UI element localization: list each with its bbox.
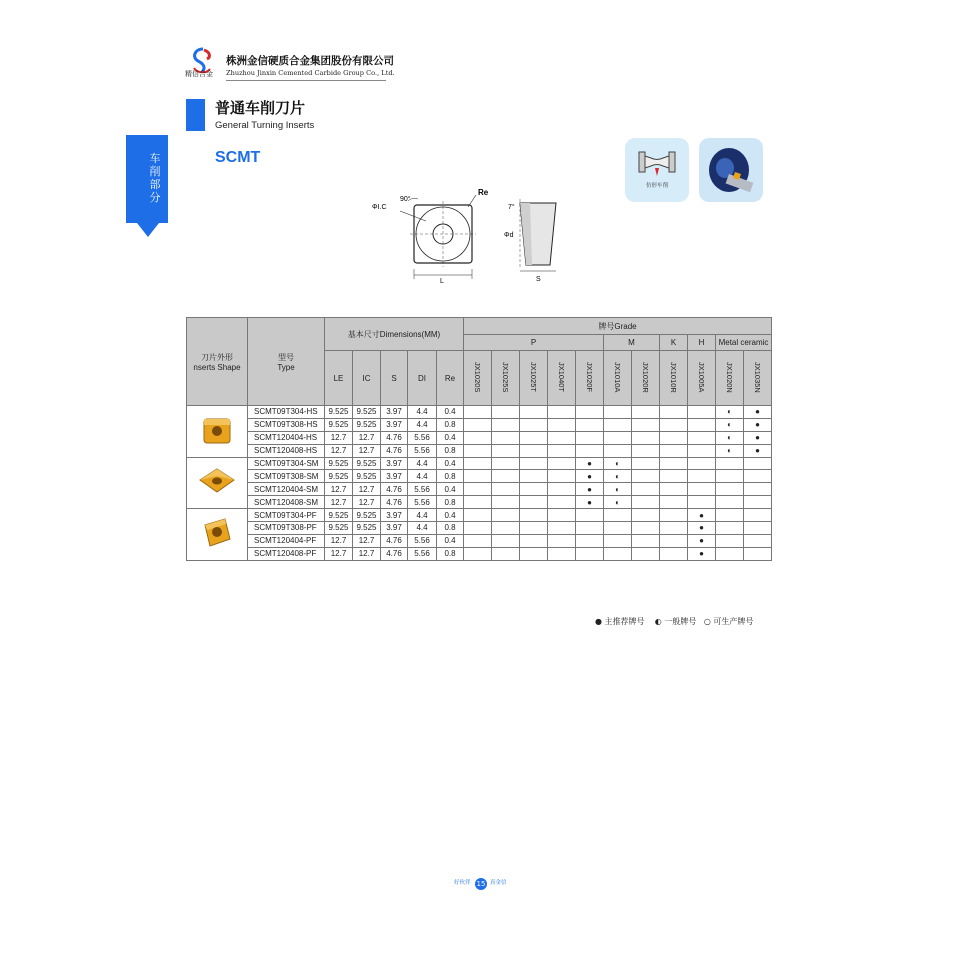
grade-mark-cell <box>632 534 660 547</box>
grade-mark-cell <box>660 509 688 522</box>
company-name-en: Zhuzhou Jinxin Cemented Carbide Group Co., Ltd. <box>226 69 395 77</box>
grade-mark-cell <box>716 509 744 522</box>
table-row <box>187 406 772 419</box>
dimension-cell: 4.4 <box>408 457 437 470</box>
grade-mark-cell <box>492 483 520 496</box>
dimension-cell: 12.7 <box>325 444 353 457</box>
footer-right: 真金信 <box>490 880 507 886</box>
grade-mark-cell <box>576 534 604 547</box>
grade-mark-cell <box>744 534 772 547</box>
grade-mark-cell: ● <box>744 444 772 457</box>
dimension-cell: 12.7 <box>353 483 381 496</box>
grade-mark-cell <box>520 470 548 483</box>
grade-mark-cell <box>464 444 492 457</box>
grade-mark-cell <box>688 496 716 509</box>
type-cell: SCMT120408-SM <box>248 496 325 509</box>
grade-mark-cell <box>548 470 576 483</box>
grade-mark-cell <box>576 418 604 431</box>
dimension-cell: 3.97 <box>381 522 408 535</box>
side-tab-label: 车削部分 <box>149 152 161 204</box>
dimension-cell: 12.7 <box>353 444 381 457</box>
dimension-cell: 4.76 <box>381 444 408 457</box>
grade-group-header: M <box>604 335 660 351</box>
model-title: SCMT <box>215 149 261 166</box>
dimension-cell: 5.56 <box>408 444 437 457</box>
grade-mark-cell <box>520 522 548 535</box>
grade-mark-cell <box>660 522 688 535</box>
dimension-cell: 4.4 <box>408 418 437 431</box>
section-title-cn: 普通车削刀片 <box>215 99 306 117</box>
dimension-cell: 12.7 <box>353 496 381 509</box>
grade-mark-cell: ● <box>744 406 772 419</box>
grade-mark-cell <box>520 483 548 496</box>
dimension-cell: 9.525 <box>325 522 353 535</box>
grade-mark-cell <box>688 457 716 470</box>
grade-mark-cell <box>464 470 492 483</box>
grade-mark-cell <box>744 483 772 496</box>
grade-mark-cell <box>464 522 492 535</box>
profile-turning-icon-box <box>625 138 689 202</box>
grade-mark-cell <box>716 547 744 560</box>
dimension-cell: 0.8 <box>437 444 464 457</box>
grade-mark-cell <box>632 431 660 444</box>
grade-mark-cell <box>464 483 492 496</box>
grade-mark-cell <box>604 418 632 431</box>
grade-mark-cell: ● <box>744 418 772 431</box>
dimension-column-header: LE <box>325 351 353 406</box>
re-label: Re <box>478 188 489 197</box>
dimension-column-header: DI <box>408 351 437 406</box>
grade-mark-cell <box>520 431 548 444</box>
l-label: L <box>440 278 444 285</box>
grade-mark-cell <box>632 522 660 535</box>
dimensions-header: 基本尺寸Dimensions(MM) <box>325 318 464 351</box>
dimension-cell: 4.76 <box>381 483 408 496</box>
grade-mark-cell <box>604 522 632 535</box>
grade-mark-cell <box>744 457 772 470</box>
dimension-cell: 9.525 <box>325 457 353 470</box>
grade-mark-cell <box>688 418 716 431</box>
grade-mark-cell <box>492 509 520 522</box>
grade-mark-cell <box>660 418 688 431</box>
grade-mark-cell <box>548 444 576 457</box>
grade-mark-cell: ◐ <box>716 418 744 431</box>
grade-mark-cell <box>688 483 716 496</box>
grade-mark-cell <box>548 406 576 419</box>
grade-mark-cell: ● <box>576 496 604 509</box>
grade-mark-cell <box>520 457 548 470</box>
side-tab <box>126 135 168 223</box>
grade-column-header: JX1010R <box>660 351 688 406</box>
grade-mark-cell: ● <box>688 547 716 560</box>
grade-mark-cell: ● <box>688 534 716 547</box>
grade-mark-cell <box>604 534 632 547</box>
turning-tool-icon <box>699 138 763 202</box>
grade-mark-cell <box>520 406 548 419</box>
grade-mark-cell: ◐ <box>716 444 744 457</box>
table-row <box>187 418 772 431</box>
type-cell: SCMT09T304-PF <box>248 509 325 522</box>
grade-mark-cell <box>688 470 716 483</box>
angle-90-label: 90° <box>400 196 411 203</box>
grade-column-header: JX1020S <box>464 351 492 406</box>
grade-mark-cell <box>520 496 548 509</box>
grade-mark-cell <box>520 534 548 547</box>
grade-column-header: JX1025S <box>492 351 520 406</box>
grade-mark-cell <box>464 534 492 547</box>
icon-caption: 仿形车削 <box>645 183 668 189</box>
dimension-cell: 4.4 <box>408 470 437 483</box>
grade-mark-cell <box>660 431 688 444</box>
grade-mark-cell <box>632 496 660 509</box>
grade-mark-cell <box>464 418 492 431</box>
side-tab-arrow <box>137 223 159 237</box>
grade-mark-cell <box>464 457 492 470</box>
grade-column-header: JX1010A <box>604 351 632 406</box>
grade-mark-cell <box>464 496 492 509</box>
dimension-cell: 9.525 <box>325 418 353 431</box>
grade-group-header: Metal ceramic <box>716 335 772 351</box>
dimension-cell: 0.8 <box>437 547 464 560</box>
table-row <box>187 470 772 483</box>
grade-mark-cell <box>604 547 632 560</box>
dimension-cell: 12.7 <box>325 534 353 547</box>
dimension-cell: 4.4 <box>408 509 437 522</box>
table-row <box>187 547 772 560</box>
grade-mark-cell <box>464 431 492 444</box>
dimension-cell: 9.525 <box>353 470 381 483</box>
company-name-cn: 株洲金信硬质合金集团股份有限公司 <box>226 55 394 67</box>
table-row <box>187 483 772 496</box>
grade-mark-cell <box>716 457 744 470</box>
grade-column-header: JX1035N <box>744 351 772 406</box>
phi-d-label: Φd <box>504 232 514 239</box>
dimension-cell: 4.4 <box>408 406 437 419</box>
dimension-cell: 0.4 <box>437 431 464 444</box>
grade-mark-cell <box>576 509 604 522</box>
grade-mark-cell <box>632 547 660 560</box>
grade-column-header: JX1025T <box>520 351 548 406</box>
dimension-column-header: S <box>381 351 408 406</box>
grade-mark-cell <box>632 457 660 470</box>
dimension-cell: 5.56 <box>408 496 437 509</box>
grade-mark-cell <box>548 418 576 431</box>
grade-mark-cell: ◐ <box>604 470 632 483</box>
dimension-cell: 4.76 <box>381 496 408 509</box>
dimension-cell: 3.97 <box>381 406 408 419</box>
grade-column-header: JX1020F <box>576 351 604 406</box>
type-cell: SCMT120404-PF <box>248 534 325 547</box>
dimension-cell: 4.76 <box>381 431 408 444</box>
table-row <box>187 431 772 444</box>
grade-mark-cell <box>492 457 520 470</box>
grade-mark-cell <box>576 444 604 457</box>
grade-mark-cell <box>660 547 688 560</box>
grade-mark-cell <box>716 522 744 535</box>
dimension-cell: 0.4 <box>437 406 464 419</box>
dimension-cell: 9.525 <box>353 457 381 470</box>
grade-mark-cell <box>716 483 744 496</box>
grade-mark-cell <box>744 509 772 522</box>
dimension-cell: 4.4 <box>408 522 437 535</box>
grade-mark-cell <box>492 406 520 419</box>
grade-mark-cell <box>548 509 576 522</box>
grade-mark-cell <box>744 547 772 560</box>
dimension-cell: 3.97 <box>381 470 408 483</box>
dimension-cell: 12.7 <box>325 483 353 496</box>
grade-mark-cell <box>660 406 688 419</box>
grade-mark-cell <box>744 522 772 535</box>
dimension-column-header: IC <box>353 351 381 406</box>
angle-7-label: 7° <box>508 204 515 211</box>
grade-mark-cell: ◐ <box>604 457 632 470</box>
grade-mark-cell <box>660 534 688 547</box>
grade-mark-cell <box>492 418 520 431</box>
grade-mark-cell <box>464 547 492 560</box>
section-title-en: General Turning Inserts <box>215 120 315 131</box>
grade-mark-cell <box>464 406 492 419</box>
table-row <box>187 522 772 535</box>
grade-mark-cell <box>632 406 660 419</box>
grade-mark-cell <box>576 431 604 444</box>
type-cell: SCMT09T308-HS <box>248 418 325 431</box>
grade-mark-cell <box>604 444 632 457</box>
grade-mark-cell <box>548 547 576 560</box>
grade-mark-cell: ● <box>688 509 716 522</box>
type-cell: SCMT120408-PF <box>248 547 325 560</box>
dimension-cell: 3.97 <box>381 457 408 470</box>
grade-mark-cell <box>576 547 604 560</box>
grade-mark-cell <box>688 406 716 419</box>
grade-mark-cell: ● <box>576 470 604 483</box>
insert-sm-icon <box>187 457 248 509</box>
grade-mark-cell <box>548 457 576 470</box>
dimension-cell: 4.76 <box>381 547 408 560</box>
dimension-column-header: Re <box>437 351 464 406</box>
grade-mark-cell <box>520 547 548 560</box>
grade-mark-cell <box>660 444 688 457</box>
table-row <box>187 534 772 547</box>
grade-mark-cell <box>492 470 520 483</box>
dimension-cell: 0.4 <box>437 534 464 547</box>
legend-general: ◐ 一般牌号 <box>654 617 697 626</box>
type-cell: SCMT09T308-SM <box>248 470 325 483</box>
grade-mark-cell <box>576 406 604 419</box>
dimension-cell: 0.8 <box>437 496 464 509</box>
insert-pf-icon <box>187 509 248 561</box>
dimension-cell: 9.525 <box>353 522 381 535</box>
grade-column-header: JX1040T <box>548 351 576 406</box>
grade-mark-cell <box>520 509 548 522</box>
dimension-cell: 0.4 <box>437 457 464 470</box>
dimension-cell: 3.97 <box>381 509 408 522</box>
grade-mark-cell <box>492 444 520 457</box>
title-accent-bar <box>186 99 205 131</box>
dimension-cell: 9.525 <box>353 418 381 431</box>
dimension-cell: 12.7 <box>325 431 353 444</box>
grade-mark-cell <box>548 522 576 535</box>
grade-mark-cell: ◐ <box>716 431 744 444</box>
grade-mark-cell <box>576 522 604 535</box>
table-row <box>187 444 772 457</box>
grade-mark-cell: ◐ <box>604 496 632 509</box>
grade-mark-cell: ● <box>688 522 716 535</box>
insert-hs-icon <box>187 406 248 458</box>
grade-mark-cell <box>548 483 576 496</box>
table-row <box>187 496 772 509</box>
grade-mark-cell: ● <box>576 457 604 470</box>
grade-mark-cell <box>632 444 660 457</box>
type-cell: SCMT09T304-SM <box>248 457 325 470</box>
dimension-cell: 5.56 <box>408 483 437 496</box>
type-cell: SCMT120404-SM <box>248 483 325 496</box>
grade-mark-cell <box>660 483 688 496</box>
type-cell: SCMT120404-HS <box>248 431 325 444</box>
grade-mark-cell <box>604 509 632 522</box>
grade-mark-cell <box>492 522 520 535</box>
type-cell: SCMT120408-HS <box>248 444 325 457</box>
grade-mark-cell <box>520 444 548 457</box>
footer-left: 好伙伴 <box>454 880 471 886</box>
header-divider <box>226 80 386 81</box>
type-header: 型号 Type <box>248 318 325 406</box>
dimension-cell: 4.76 <box>381 534 408 547</box>
grade-mark-cell <box>688 444 716 457</box>
grade-mark-cell <box>548 431 576 444</box>
dimension-cell: 5.56 <box>408 431 437 444</box>
table-row <box>187 457 772 470</box>
grade-mark-cell <box>632 483 660 496</box>
dimension-cell: 9.525 <box>353 406 381 419</box>
grade-mark-cell <box>548 496 576 509</box>
dimension-cell: 12.7 <box>353 547 381 560</box>
grade-column-header: JX1020R <box>632 351 660 406</box>
dimension-cell: 5.56 <box>408 534 437 547</box>
dimension-cell: 0.8 <box>437 418 464 431</box>
grade-mark-cell <box>716 496 744 509</box>
profile-turning-icon <box>625 138 689 202</box>
grade-header: 牌号Grade <box>464 318 772 335</box>
dimension-cell: 5.56 <box>408 547 437 560</box>
dimension-cell: 12.7 <box>353 534 381 547</box>
grade-mark-cell <box>660 470 688 483</box>
grade-mark-cell <box>660 457 688 470</box>
logo-text: 精信合金 <box>185 70 213 78</box>
page-number: 15 <box>476 880 486 888</box>
s-label: S <box>536 276 541 283</box>
dimension-cell: 9.525 <box>325 406 353 419</box>
grade-mark-cell <box>716 534 744 547</box>
grade-mark-cell <box>604 406 632 419</box>
grade-group-header: K <box>660 335 688 351</box>
insert-drawing <box>360 185 570 285</box>
legend-available: ○ 可生产牌号 <box>703 617 754 626</box>
grade-mark-cell <box>744 496 772 509</box>
grade-mark-cell <box>744 470 772 483</box>
dimension-cell: 12.7 <box>353 431 381 444</box>
grade-mark-cell <box>492 547 520 560</box>
grade-column-header: JX1005A <box>688 351 716 406</box>
dimension-cell: 0.8 <box>437 522 464 535</box>
grade-mark-cell <box>464 509 492 522</box>
dimension-cell: 9.525 <box>353 509 381 522</box>
type-cell: SCMT09T308-PF <box>248 522 325 535</box>
grade-mark-cell <box>716 470 744 483</box>
dimension-cell: 12.7 <box>325 547 353 560</box>
grade-mark-cell: ● <box>744 431 772 444</box>
dimension-cell: 3.97 <box>381 418 408 431</box>
grade-mark-cell: ◐ <box>716 406 744 419</box>
grade-table <box>186 317 772 561</box>
ic-label: ΦI.C <box>372 204 387 211</box>
grade-mark-cell <box>632 418 660 431</box>
dimension-cell: 0.4 <box>437 509 464 522</box>
type-cell: SCMT09T304-HS <box>248 406 325 419</box>
grade-mark-cell <box>520 418 548 431</box>
grade-mark-cell <box>632 470 660 483</box>
dimension-cell: 0.4 <box>437 483 464 496</box>
dimension-cell: 9.525 <box>325 470 353 483</box>
grade-mark-cell <box>492 496 520 509</box>
table-row <box>187 509 772 522</box>
grade-column-header: JX1020N <box>716 351 744 406</box>
dimension-cell: 12.7 <box>325 496 353 509</box>
legend-main: ● 主推荐牌号 <box>595 617 645 626</box>
grade-group-header: P <box>464 335 604 351</box>
legend <box>595 616 753 627</box>
grade-mark-cell <box>660 496 688 509</box>
grade-mark-cell: ◐ <box>604 483 632 496</box>
grade-mark-cell: ● <box>576 483 604 496</box>
grade-group-header: H <box>688 335 716 351</box>
turning-tool-icon-box <box>699 138 763 202</box>
shape-header: 刀片外形 nserts Shape <box>187 318 248 406</box>
grade-mark-cell <box>632 509 660 522</box>
dimension-cell: 0.8 <box>437 470 464 483</box>
grade-mark-cell <box>492 534 520 547</box>
grade-mark-cell <box>492 431 520 444</box>
grade-mark-cell <box>688 431 716 444</box>
grade-mark-cell <box>548 534 576 547</box>
grade-mark-cell <box>604 431 632 444</box>
dimension-cell: 9.525 <box>325 509 353 522</box>
